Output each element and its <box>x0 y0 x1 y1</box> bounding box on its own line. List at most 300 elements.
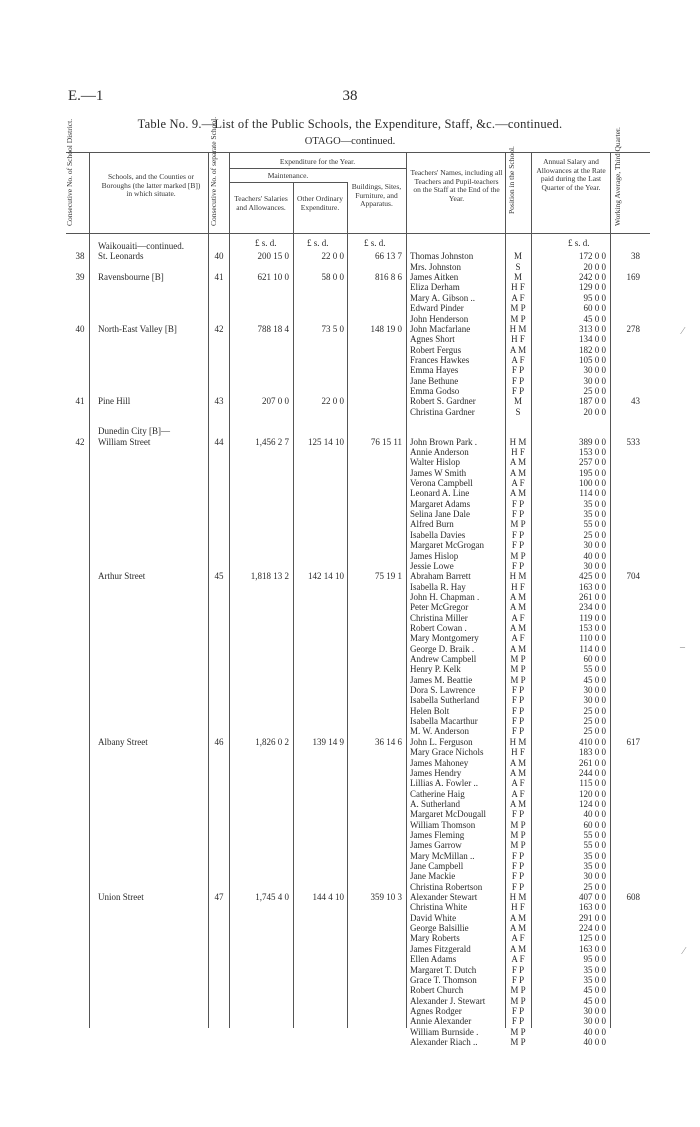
header-position: Position in the School. <box>507 146 516 214</box>
annual-salary: 35 0 0 <box>583 509 606 520</box>
teacher-position: H M <box>509 571 527 582</box>
teacher-position: S <box>515 406 521 417</box>
annual-salary: 125 0 0 <box>579 933 606 944</box>
table-row <box>0 933 700 944</box>
school-number: 44 <box>214 436 224 447</box>
district-number: 40 <box>75 323 85 334</box>
table-row <box>0 996 700 1007</box>
teacher-position: A M <box>509 757 527 768</box>
teacher-position: M <box>513 396 522 407</box>
teacher-name: Agnes Short <box>410 334 455 345</box>
teacher-position: F P <box>511 540 525 551</box>
teacher-position: M <box>513 272 522 283</box>
annual-salary: 291 0 0 <box>579 912 606 923</box>
teacher-name: Isabella Davies <box>410 529 466 540</box>
annual-salary: 30 0 0 <box>583 871 606 882</box>
teacher-name: Ellen Adams <box>410 954 457 965</box>
teacher-position: F P <box>511 881 525 892</box>
sub-rule <box>229 168 406 169</box>
table-row <box>0 324 700 335</box>
annual-salary: 163 0 0 <box>579 581 606 592</box>
teacher-position: F P <box>511 695 525 706</box>
annual-salary: 45 0 0 <box>583 985 606 996</box>
annual-salary: 60 0 0 <box>583 654 606 664</box>
teacher-position: M P <box>510 995 526 1006</box>
teacher-position: S <box>515 261 521 272</box>
teacher-name: Isabella R. Hay <box>410 581 466 592</box>
teacher-name: Lillias A. Fowler .. <box>410 778 478 789</box>
teacher-name: Robert Church <box>410 985 464 996</box>
school-name: Pine Hill <box>98 396 131 407</box>
teacher-position: F P <box>511 1016 525 1027</box>
table-row <box>0 437 700 448</box>
teachers-salaries: 1,818 13 2 <box>250 571 289 582</box>
table-subtitle: OTAGO—continued. <box>304 136 396 147</box>
teacher-name: Margaret Adams <box>410 498 471 509</box>
annual-salary: 134 0 0 <box>579 334 606 345</box>
header-maintenance: Maintenance. <box>267 171 309 180</box>
teacher-name: John L. Ferguson <box>410 736 473 747</box>
annual-salary: 25 0 0 <box>583 385 606 396</box>
teacher-position: H M <box>509 436 527 447</box>
teacher-name: Margaret McDougall <box>410 809 487 820</box>
header-buildings: Buildings, Sites, Furniture, and Apparatus. <box>351 182 402 208</box>
teacher-name: James Hendry <box>410 767 462 778</box>
header-expenditure: Expenditure for the Year. <box>279 157 356 166</box>
annual-salary: 95 0 0 <box>583 954 606 965</box>
teacher-position: F P <box>511 365 525 376</box>
school-number: 46 <box>214 736 224 747</box>
annual-salary: 234 0 0 <box>579 602 606 613</box>
header-working-average: Working Average, Third Quarter. <box>613 127 622 226</box>
teacher-name: Robert Fergus <box>410 344 462 355</box>
teacher-position: M P <box>510 1036 526 1047</box>
table-row <box>0 540 700 551</box>
annual-salary: 95 0 0 <box>583 292 606 303</box>
teacher-position: H F <box>511 282 525 293</box>
teachers-salaries: 788 18 4 <box>257 323 289 334</box>
teacher-position: F P <box>511 850 525 861</box>
teacher-name: Alexander Riach .. <box>410 1036 478 1047</box>
header-district-no: Consecutive No. of School District. <box>65 118 74 226</box>
teacher-position: M P <box>510 819 526 830</box>
teacher-position: M P <box>510 550 526 561</box>
table-row <box>0 726 700 737</box>
teacher-position: F P <box>511 685 525 695</box>
annual-salary: 35 0 0 <box>583 964 606 975</box>
working-average: 278 <box>626 323 640 334</box>
annual-salary: 30 0 0 <box>583 695 606 706</box>
teacher-position: A F <box>511 612 525 623</box>
teacher-position: A M <box>509 622 527 633</box>
table-row <box>0 644 700 655</box>
teacher-position: A M <box>509 912 527 923</box>
school-name: Dunedin City [B]— <box>98 426 170 437</box>
teacher-position: A F <box>511 633 525 644</box>
teacher-position: A M <box>509 602 527 613</box>
teacher-position: H M <box>509 892 527 902</box>
table-row <box>0 262 700 273</box>
teacher-position: A M <box>509 344 527 355</box>
table-row <box>0 975 700 986</box>
annual-salary: 114 0 0 <box>579 643 606 654</box>
table-row <box>0 602 700 613</box>
header-annual-salary: Annual Salary and Allowances at the Rate paid during the Last Quarter of the Year. <box>536 157 606 192</box>
annual-salary: 120 0 0 <box>579 788 606 799</box>
annual-salary: 30 0 0 <box>583 560 606 571</box>
teacher-name: Christina White <box>410 902 468 913</box>
teacher-name: Jessie Lowe <box>410 560 454 571</box>
teacher-name: James W Smith <box>410 467 467 478</box>
table-row <box>0 251 700 262</box>
teacher-name: A. Sutherland <box>410 798 460 809</box>
teacher-name: James M. Beattie <box>410 674 473 685</box>
annual-salary: 425 0 0 <box>579 571 606 582</box>
table-row <box>0 478 700 489</box>
teacher-name: George Balsillie <box>410 923 469 934</box>
teacher-position: A F <box>511 292 525 303</box>
teacher-name: Selina Jane Dale <box>410 509 470 520</box>
teacher-name: John Brown Park . <box>410 436 477 447</box>
page-number: 38 <box>342 88 358 104</box>
annual-salary: 40 0 0 <box>583 1036 606 1047</box>
annual-salary: 45 0 0 <box>583 313 606 324</box>
annual-salary: 55 0 0 <box>583 829 606 840</box>
teacher-name: Emma Godso <box>410 385 460 396</box>
buildings-expenditure: 148 19 0 <box>370 323 402 334</box>
annual-salary: 45 0 0 <box>583 995 606 1006</box>
teacher-name: Jane Mackie <box>410 871 456 882</box>
teacher-name: Mary McMillan .. <box>410 850 475 861</box>
teacher-position: A M <box>509 943 527 954</box>
teacher-position: H F <box>511 902 525 913</box>
teacher-name: Margaret T. Dutch <box>410 964 477 975</box>
teacher-name: Frances Hawkes <box>410 354 470 365</box>
teacher-position: F P <box>511 726 525 737</box>
other-expenditure: 22 0 0 <box>321 251 344 262</box>
teacher-name: Grace T. Thomson <box>410 974 477 985</box>
buildings-expenditure: 76 15 11 <box>370 436 402 447</box>
unit-label: £ s. d. <box>364 238 386 248</box>
teacher-position: F P <box>511 716 525 727</box>
teacher-position: F P <box>511 560 525 571</box>
teachers-salaries: 1,456 2 7 <box>255 436 289 447</box>
margin-mark: – <box>680 642 685 653</box>
table-row <box>0 386 700 397</box>
teacher-name: James Mahoney <box>410 757 469 768</box>
teacher-name: Margaret McGrogan <box>410 540 485 551</box>
annual-salary: 153 0 0 <box>579 447 606 457</box>
annual-salary: 30 0 0 <box>583 540 606 551</box>
school-number: 40 <box>214 251 224 262</box>
teacher-position: M P <box>510 519 526 530</box>
table-row <box>0 706 700 717</box>
school-name: Waikouaiti—continued. <box>98 241 185 251</box>
school-name: Albany Street <box>98 736 148 747</box>
other-expenditure: 22 0 0 <box>321 396 344 407</box>
teacher-name: Christina Gardner <box>410 406 475 417</box>
annual-salary: 410 0 0 <box>579 736 606 747</box>
table-row <box>0 664 700 675</box>
teacher-name: Jane Campbell <box>410 861 464 871</box>
teacher-name: Mary A. Gibson .. <box>410 292 475 303</box>
teacher-name: Annie Anderson <box>410 447 469 457</box>
annual-salary: 313 0 0 <box>579 323 606 334</box>
table-row <box>0 851 700 862</box>
teacher-position: F P <box>511 375 525 386</box>
teacher-position: F P <box>511 509 525 520</box>
header-other-expenditure: Other Ordinary Expenditure. <box>296 194 344 212</box>
teacher-name: Alfred Burn <box>410 519 454 530</box>
annual-salary: 25 0 0 <box>583 705 606 716</box>
buildings-expenditure: 816 8 6 <box>375 272 402 283</box>
table-row <box>0 747 700 758</box>
annual-salary: 389 0 0 <box>579 436 606 447</box>
teacher-name: Alexander Stewart <box>410 892 478 902</box>
teacher-position: A M <box>509 488 527 499</box>
working-average: 617 <box>626 736 640 747</box>
teacher-name: David White <box>410 912 457 923</box>
annual-salary: 261 0 0 <box>579 591 606 602</box>
teacher-position: H M <box>509 323 527 334</box>
teacher-position: F P <box>511 809 525 820</box>
school-name: North-East Valley [B] <box>98 323 177 334</box>
table-row <box>0 623 700 634</box>
teacher-name: Christina Robertson <box>410 881 483 892</box>
buildings-expenditure: 75 19 1 <box>375 571 402 582</box>
table-row <box>0 282 700 293</box>
annual-salary: 40 0 0 <box>583 550 606 561</box>
annual-salary: 115 0 0 <box>579 778 606 789</box>
teacher-name: James Fleming <box>410 829 465 840</box>
table-row <box>0 830 700 841</box>
other-expenditure: 125 14 10 <box>308 436 344 447</box>
annual-salary: 114 0 0 <box>579 488 606 499</box>
teacher-name: Walter Hislop <box>410 457 461 468</box>
teacher-name: M. W. Anderson <box>410 726 470 737</box>
district-number: 39 <box>75 272 85 283</box>
annual-salary: 257 0 0 <box>579 457 606 468</box>
district-number: 41 <box>75 396 85 407</box>
teacher-position: M P <box>510 1026 526 1037</box>
teacher-name: Catherine Haig <box>410 788 465 799</box>
annual-salary: 25 0 0 <box>583 529 606 540</box>
unit-label: £ s. d. <box>307 238 329 248</box>
sub-rule <box>229 182 347 183</box>
teacher-name: John H. Chapman . <box>410 591 480 602</box>
teacher-position: A M <box>509 798 527 809</box>
annual-salary: 124 0 0 <box>579 798 606 809</box>
table-row <box>0 892 700 903</box>
annual-salary: 187 0 0 <box>579 396 606 407</box>
table-row <box>0 345 700 356</box>
school-number: 47 <box>214 892 224 902</box>
teacher-name: Mary Grace Nichols <box>410 747 484 758</box>
annual-salary: 261 0 0 <box>579 757 606 768</box>
working-average: 704 <box>626 571 640 582</box>
teacher-position: F P <box>511 529 525 540</box>
teacher-name: Christina Miller <box>410 612 468 623</box>
annual-salary: 25 0 0 <box>583 881 606 892</box>
header-bottom-rule <box>66 233 650 234</box>
annual-salary: 30 0 0 <box>583 1016 606 1027</box>
teacher-position: M <box>513 251 522 262</box>
working-average: 169 <box>626 272 640 283</box>
teacher-name: Isabella Macarthur <box>410 716 478 727</box>
annual-salary: 153 0 0 <box>579 622 606 633</box>
teacher-name: John Macfarlane <box>410 323 471 334</box>
annual-salary: 100 0 0 <box>579 478 606 488</box>
teacher-position: A F <box>511 933 525 944</box>
annual-salary: 182 0 0 <box>579 344 606 355</box>
annual-salary: 40 0 0 <box>583 809 606 820</box>
teacher-position: H F <box>511 334 525 345</box>
teacher-name: Mary Montgomery <box>410 633 479 644</box>
teacher-name: Emma Hayes <box>410 365 459 376</box>
table-row <box>0 954 700 965</box>
annual-salary: 25 0 0 <box>583 716 606 727</box>
annual-salary: 55 0 0 <box>583 664 606 675</box>
working-average: 608 <box>626 892 640 902</box>
table-row <box>0 685 700 696</box>
annual-salary: 40 0 0 <box>583 1026 606 1037</box>
teacher-name: Henry P. Kelk <box>410 664 461 675</box>
annual-salary: 195 0 0 <box>579 467 606 478</box>
teacher-name: Edward Pinder <box>410 303 464 314</box>
teacher-name: James Hislop <box>410 550 459 561</box>
teacher-position: A F <box>511 778 525 789</box>
teacher-name: Annie Alexander <box>410 1016 472 1027</box>
teacher-position: A M <box>509 767 527 778</box>
teacher-position: H F <box>511 581 525 592</box>
annual-salary: 119 0 0 <box>579 612 606 623</box>
teacher-position: H F <box>511 747 525 758</box>
table-row <box>0 499 700 510</box>
unit-label: £ s. d. <box>255 238 277 248</box>
annual-salary: 163 0 0 <box>579 902 606 913</box>
teachers-salaries: 621 10 0 <box>257 272 289 283</box>
teacher-position: M P <box>510 303 526 314</box>
table-row <box>0 768 700 779</box>
table-row <box>0 407 700 418</box>
teacher-position: M P <box>510 664 526 675</box>
table-row <box>0 871 700 882</box>
school-name: William Street <box>98 436 151 447</box>
teacher-position: H F <box>511 447 525 457</box>
teacher-name: Isabella Sutherland <box>410 695 480 706</box>
table-row <box>0 457 700 468</box>
annual-salary: 30 0 0 <box>583 375 606 386</box>
teacher-position: A M <box>509 643 527 654</box>
teacher-position: A M <box>509 923 527 934</box>
teacher-position: A M <box>509 467 527 478</box>
annual-salary: 55 0 0 <box>583 519 606 530</box>
school-number: 41 <box>214 272 224 283</box>
teacher-position: A F <box>511 478 525 488</box>
annual-salary: 35 0 0 <box>583 498 606 509</box>
teacher-position: M P <box>510 829 526 840</box>
header-top-rule <box>66 152 650 153</box>
annual-salary: 25 0 0 <box>583 726 606 737</box>
teacher-name: John Henderson <box>410 313 469 324</box>
teacher-position: F P <box>511 498 525 509</box>
other-expenditure: 142 14 10 <box>308 571 344 582</box>
annual-salary: 30 0 0 <box>583 365 606 376</box>
teacher-name: James Fitzgerald <box>410 943 471 954</box>
teacher-name: George D. Braik . <box>410 643 475 654</box>
table-row <box>0 913 700 924</box>
school-number: 43 <box>214 396 224 407</box>
teacher-name: Abraham Barrett <box>410 571 471 582</box>
district-number: 42 <box>75 436 85 447</box>
teacher-position: F P <box>511 385 525 396</box>
school-name: Ravensbourne [B] <box>98 272 164 283</box>
teacher-position: F P <box>511 861 525 871</box>
teacher-position: A M <box>509 457 527 468</box>
unit-label: £ s. d. <box>568 238 590 248</box>
teacher-name: Alexander J. Stewart <box>410 995 486 1006</box>
table-row <box>0 561 700 572</box>
annual-salary: 55 0 0 <box>583 840 606 851</box>
school-name: Union Street <box>98 892 144 902</box>
annual-salary: 20 0 0 <box>583 406 606 417</box>
teacher-name: Jane Bethune <box>410 375 459 386</box>
page-id: E.—1 <box>68 88 104 104</box>
other-expenditure: 73 5 0 <box>321 323 344 334</box>
teacher-name: William Thomson <box>410 819 476 830</box>
teacher-name: Leonard A. Line <box>410 488 470 499</box>
table-row <box>0 303 700 314</box>
annual-salary: 163 0 0 <box>579 943 606 954</box>
district-number: 38 <box>75 251 85 262</box>
annual-salary: 183 0 0 <box>579 747 606 758</box>
teacher-name: Mary Roberts <box>410 933 460 944</box>
table-row <box>0 789 700 800</box>
annual-salary: 35 0 0 <box>583 850 606 861</box>
other-expenditure: 144 4 10 <box>312 892 344 902</box>
teachers-salaries: 1,745 4 0 <box>255 892 289 902</box>
teacher-name: Robert Cowan . <box>410 622 467 633</box>
school-number: 45 <box>214 571 224 582</box>
annual-salary: 129 0 0 <box>579 282 606 293</box>
teacher-position: M P <box>510 654 526 664</box>
other-expenditure: 58 0 0 <box>321 272 344 283</box>
annual-salary: 60 0 0 <box>583 819 606 830</box>
annual-salary: 172 0 0 <box>579 251 606 262</box>
teacher-name: Robert S. Gardner <box>410 396 476 407</box>
teacher-position: F P <box>511 964 525 975</box>
teacher-position: M P <box>510 313 526 324</box>
annual-salary: 35 0 0 <box>583 974 606 985</box>
teacher-name: Helen Bolt <box>410 705 450 716</box>
teacher-position: A F <box>511 788 525 799</box>
header-schools: Schools, and the Counties or Boroughs (the latter marked [B]) in which situate. <box>101 172 201 198</box>
teacher-name: Verona Campbell <box>410 478 473 488</box>
teacher-position: M P <box>510 674 526 685</box>
school-number: 42 <box>214 323 224 334</box>
teacher-position: A M <box>509 591 527 602</box>
annual-salary: 244 0 0 <box>579 767 606 778</box>
teacher-position: F P <box>511 974 525 985</box>
teacher-position: M P <box>510 840 526 851</box>
table-row <box>0 1016 700 1027</box>
teacher-position: M P <box>510 985 526 996</box>
margin-mark: ⁄ <box>683 946 685 957</box>
teacher-position: F P <box>511 1005 525 1016</box>
other-expenditure: 139 14 9 <box>312 736 344 747</box>
teacher-name: Peter McGregor <box>410 602 469 613</box>
school-name: St. Leonards <box>98 251 144 262</box>
